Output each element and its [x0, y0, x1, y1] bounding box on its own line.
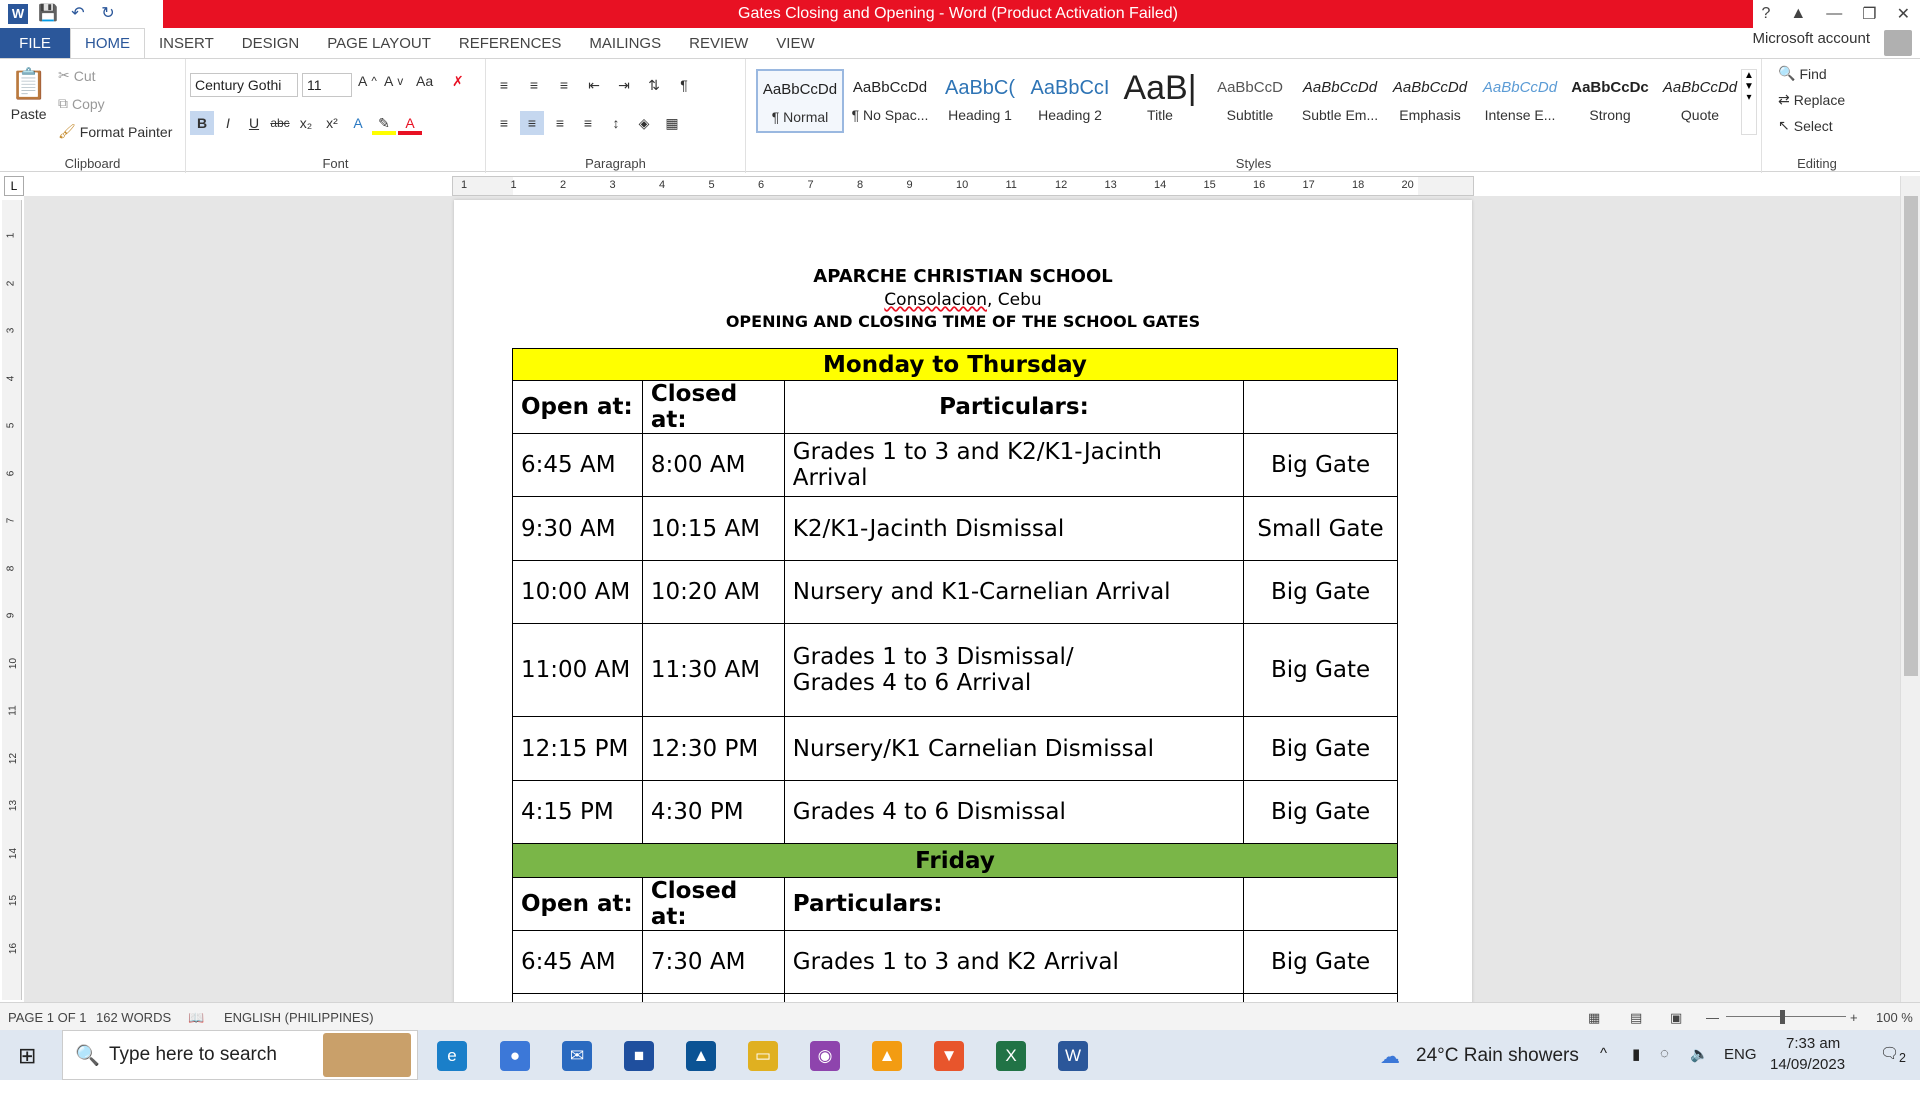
style-preview: AaBbCcD [1206, 69, 1294, 107]
table-row [513, 717, 1398, 781]
school-location [454, 290, 1472, 310]
open-time[interactable]: 6:45 AM [513, 931, 643, 994]
change-case-button[interactable]: Aa [416, 73, 433, 89]
table-row [513, 497, 1398, 561]
print-layout-icon[interactable]: ▤ [1630, 1010, 1642, 1026]
cursor-icon: ↖ [1778, 117, 1790, 134]
particulars-line: Grades 1 to 3 and K2/K1-Jacinth Arrival [793, 439, 1235, 491]
tab-design[interactable]: DESIGN [228, 28, 314, 58]
particulars[interactable] [784, 561, 1243, 624]
style-title[interactable] [1116, 69, 1204, 133]
ruler-number: 2 [560, 179, 566, 191]
vertical-ruler-number: 9 [5, 613, 16, 619]
close-time[interactable]: 8:00 AM [642, 434, 784, 497]
italic-button[interactable]: I [216, 111, 240, 135]
style-intense-e[interactable] [1476, 69, 1564, 133]
vertical-ruler-number: 8 [5, 565, 16, 571]
style-quote[interactable] [1656, 69, 1744, 133]
particulars-line: Grades 1 to 3 and K2 Arrival [793, 949, 1235, 975]
header-gate[interactable] [1244, 878, 1398, 931]
account-menu[interactable]: Microsoft account [1752, 30, 1870, 47]
style-name: Heading 1 [936, 107, 1024, 123]
show-hidden-icons[interactable]: ^ [1600, 1045, 1607, 1095]
paragraph-bottom-row [492, 111, 684, 135]
vertical-ruler-number: 10 [8, 657, 19, 668]
window-title: Gates Closing and Opening - Word (Product Activation Failed) [163, 0, 1753, 28]
taskbar-search[interactable] [62, 1030, 418, 1080]
tab-page-layout[interactable]: PAGE LAYOUT [313, 28, 445, 58]
word-taskbar-icon[interactable]: W [1058, 1041, 1088, 1071]
text-effects-icon[interactable]: A [346, 111, 370, 135]
style-name: ¶ Normal [758, 109, 842, 125]
browser-icon[interactable]: ◉ [810, 1041, 840, 1071]
sort-icon[interactable]: ⇅ [642, 73, 666, 97]
ribbon-tabs [0, 28, 1920, 58]
vertical-ruler-number: 13 [8, 800, 19, 811]
font-size-field[interactable]: 11 [302, 73, 352, 97]
title-bar [0, 0, 1920, 28]
store-icon[interactable]: ■ [624, 1041, 654, 1071]
particulars-line: Grades 1 to 3 Dismissal/ [793, 644, 1235, 670]
ruler-number: 4 [659, 179, 665, 191]
paste-icon: 📋 [10, 67, 47, 102]
undo-icon[interactable]: ↶ [68, 4, 88, 24]
restore-icon[interactable]: ❐ [1862, 4, 1876, 24]
style-preview: AaBbCcDc [1566, 69, 1654, 107]
avatar[interactable] [1884, 30, 1912, 56]
window-controls [1762, 0, 1920, 28]
clipboard-group [0, 59, 186, 173]
style-preview: AaBbCcI [1026, 69, 1114, 107]
brave-icon[interactable]: ▼ [934, 1041, 964, 1071]
style-preview: AaBbCcDd [846, 69, 934, 107]
ruler-number: 13 [1105, 179, 1117, 191]
gate[interactable] [1244, 434, 1398, 497]
horizontal-ruler[interactable] [452, 176, 1474, 196]
style-preview: AaBbCcDd [1386, 69, 1474, 107]
table-row [513, 931, 1398, 994]
ruler-number: 7 [808, 179, 814, 191]
close-time[interactable]: 11:30 AM [642, 624, 784, 717]
close-time[interactable]: 4:30 PM [642, 781, 784, 844]
replace-icon: ⇄ [1778, 91, 1790, 108]
edge-icon[interactable]: e [437, 1041, 467, 1071]
quick-access-toolbar [0, 0, 118, 28]
tab-home[interactable]: HOME [70, 28, 145, 58]
vertical-ruler-number: 7 [5, 518, 16, 524]
editing-group [1762, 59, 1872, 173]
section-row [513, 844, 1398, 878]
style-normal[interactable] [756, 69, 844, 133]
vertical-ruler-number: 3 [5, 328, 16, 334]
gate-line: Big Gate [1252, 949, 1389, 975]
document-area[interactable] [24, 196, 1900, 1002]
taskbar [0, 1030, 1920, 1080]
style-name: Subtle Em... [1296, 107, 1384, 123]
clipboard-label: Clipboard [0, 156, 185, 171]
header-row [513, 878, 1398, 931]
align-left-icon[interactable]: ≡ [492, 111, 516, 135]
notifications-icon[interactable]: $🗨_2$ [1880, 1044, 1906, 1094]
scissors-icon: ✂ [58, 67, 70, 84]
style-preview: AaBbCcDd [1296, 69, 1384, 107]
particulars[interactable] [784, 717, 1243, 781]
gate-line: Big Gate [1252, 799, 1389, 825]
section-title[interactable]: Friday [513, 844, 1398, 878]
copy-button[interactable]: ⧉ Copy [58, 95, 105, 112]
vertical-ruler[interactable] [2, 200, 22, 1000]
ruler-number: 8 [857, 179, 863, 191]
vertical-ruler-number: 6 [5, 470, 16, 476]
underline-button[interactable]: U [242, 111, 266, 135]
gate-line: Big Gate [1252, 657, 1389, 683]
binoculars-icon: 🔍 [1778, 65, 1795, 82]
clock-time[interactable]: 7:33 am [1786, 1035, 1840, 1085]
format-painter-button[interactable]: 🖌 Format Painter [58, 123, 172, 140]
table-row [513, 434, 1398, 497]
school-name: APARCHE CHRISTIAN SCHOOL [454, 266, 1472, 287]
borders-icon[interactable]: ▦ [660, 111, 684, 135]
close-time[interactable]: 7:30 AM [642, 931, 784, 994]
ruler-number: 16 [1253, 179, 1265, 191]
ribbon [0, 58, 1920, 172]
word-logo-icon: W [8, 4, 28, 24]
strikethrough-button[interactable]: abc [268, 111, 292, 135]
open-time[interactable]: 11:00 AM [513, 624, 643, 717]
style-strong[interactable] [1566, 69, 1654, 133]
ruler-number: 17 [1303, 179, 1315, 191]
open-time[interactable]: 9:30 AM [513, 497, 643, 561]
paste-button[interactable]: 📋 Paste [10, 67, 47, 122]
vertical-ruler-number: 2 [5, 280, 16, 286]
select-button[interactable]: ↖ Select [1778, 117, 1833, 134]
cut-button[interactable]: ✂ Cut [58, 67, 96, 84]
style-name: Emphasis [1386, 107, 1474, 123]
search-icon: 🔍 [75, 1043, 100, 1068]
header-open[interactable]: Open at: [513, 878, 643, 931]
particulars[interactable] [784, 434, 1243, 497]
font-color-icon[interactable]: A [398, 111, 422, 135]
ruler-number: 9 [907, 179, 913, 191]
location-rest: , Cebu [987, 290, 1042, 310]
increase-indent-icon[interactable]: ⇥ [612, 73, 636, 97]
style-subtle-em[interactable] [1296, 69, 1384, 133]
header-gate[interactable] [1244, 381, 1398, 434]
style-heading-1[interactable] [936, 69, 1024, 133]
zoom-out-icon[interactable]: — [1706, 1010, 1719, 1025]
help-icon[interactable]: ? [1762, 5, 1771, 23]
file-explorer-icon[interactable]: ▭ [748, 1041, 778, 1071]
search-placeholder: Type here to search [109, 1044, 277, 1066]
style-name: ¶ No Spac... [846, 107, 934, 123]
ruler-number: 20 [1402, 179, 1414, 191]
style-preview: AaBbCcDd [1476, 69, 1564, 107]
ribbon-display-icon[interactable]: ▲ [1790, 5, 1806, 23]
tab-selector[interactable]: L [4, 176, 24, 196]
tab-mailings[interactable]: MAILINGS [575, 28, 675, 58]
paragraph-label: Paragraph [486, 156, 745, 171]
style-name: Title [1116, 107, 1204, 123]
style-name: Heading 2 [1026, 107, 1114, 123]
style-name: Intense E... [1476, 107, 1564, 123]
style-preview: AaBbC( [936, 69, 1024, 107]
style-emphasis[interactable] [1386, 69, 1474, 133]
gate-line: Big Gate [1252, 579, 1389, 605]
vertical-scrollbar[interactable] [1900, 176, 1920, 1002]
subscript-button[interactable]: x₂ [294, 111, 318, 135]
paragraph-group [486, 59, 746, 173]
ruler-number: 3 [610, 179, 616, 191]
document-heading: OPENING AND CLOSING TIME OF THE SCHOOL GATES [454, 312, 1472, 331]
zoom-slider[interactable] [1726, 1016, 1846, 1017]
vertical-ruler-number: 14 [8, 847, 19, 858]
particulars-line: Nursery/K1 Carnelian Dismissal [793, 736, 1235, 762]
font-name-field[interactable]: Century Gothi [190, 73, 298, 97]
vertical-ruler-number: 16 [8, 942, 19, 953]
status-bar [0, 1002, 1920, 1030]
tab-review[interactable]: REVIEW [675, 28, 762, 58]
open-time[interactable]: 10:00 AM [513, 561, 643, 624]
table-row [513, 561, 1398, 624]
schedule-table [512, 348, 1398, 1058]
vertical-ruler-number: 12 [8, 752, 19, 763]
line-spacing-icon[interactable]: ↕ [604, 111, 628, 135]
copy-icon: ⧉ [58, 95, 68, 112]
web-layout-icon[interactable]: ▣ [1670, 1010, 1682, 1026]
style-name: Subtitle [1206, 107, 1294, 123]
particulars-line: Grades 4 to 6 Dismissal [793, 799, 1235, 825]
font-label: Font [186, 156, 485, 171]
page-count[interactable]: PAGE 1 OF 1 [8, 1010, 87, 1025]
section-row [513, 349, 1398, 381]
shading-icon[interactable]: ◈ [632, 111, 656, 135]
header-particulars[interactable]: Particulars: [784, 878, 1243, 931]
close-icon[interactable]: ✕ [1897, 4, 1910, 24]
superscript-button[interactable]: x² [320, 111, 344, 135]
header-open[interactable]: Open at: [513, 381, 643, 434]
vertical-ruler-number: 5 [5, 423, 16, 429]
find-button[interactable]: 🔍 Find [1778, 65, 1827, 82]
minimize-icon[interactable]: — [1826, 5, 1842, 23]
style-no-spac[interactable] [846, 69, 934, 133]
ruler-number: 10 [956, 179, 968, 191]
multilevel-list-icon[interactable]: ≡ [552, 73, 576, 97]
gate[interactable] [1244, 561, 1398, 624]
replace-button[interactable]: ⇄ Replace [1778, 91, 1845, 108]
header-closed[interactable]: Closed at: [642, 878, 784, 931]
weather-icon: ☁ [1380, 1044, 1400, 1069]
document-page[interactable] [454, 200, 1472, 1020]
ruler-number: 5 [709, 179, 715, 191]
scrollbar-thumb[interactable] [1904, 196, 1918, 676]
styles-more-icon[interactable]: ▲ ▼ ▾ [1741, 69, 1757, 135]
styles-group [746, 59, 1762, 173]
gate[interactable] [1244, 781, 1398, 844]
horse-image-icon [323, 1033, 411, 1077]
vertical-ruler-number: 4 [5, 375, 16, 381]
align-center-icon[interactable]: ≡ [520, 111, 544, 135]
style-heading-2[interactable] [1026, 69, 1114, 133]
close-time[interactable]: 10:20 AM [642, 561, 784, 624]
ruler-number: 18 [1352, 179, 1364, 191]
header-row [513, 381, 1398, 434]
windows-start-icon[interactable]: ⊞ [18, 1043, 36, 1069]
paragraph-top-row [492, 73, 696, 97]
open-time[interactable]: 4:15 PM [513, 781, 643, 844]
close-time[interactable]: 12:30 PM [642, 717, 784, 781]
style-preview: AaBbCcDd [1656, 69, 1744, 107]
highlight-icon[interactable]: ✎ [372, 111, 396, 135]
gate[interactable] [1244, 931, 1398, 994]
numbering-icon[interactable]: ≡ [522, 73, 546, 97]
ruler-number: 12 [1055, 179, 1067, 191]
wifi-icon[interactable]: ◌ [1660, 1045, 1669, 1095]
ruler-number: 15 [1204, 179, 1216, 191]
style-preview: AaB| [1116, 69, 1204, 107]
proofing-icon[interactable]: 📖 [188, 1010, 204, 1026]
particulars-line: Nursery and K1-Carnelian Arrival [793, 579, 1235, 605]
language-indicator[interactable]: ENGLISH (PHILIPPINES) [224, 1010, 374, 1025]
show-marks-icon[interactable]: ¶ [672, 73, 696, 97]
ruler-number: 6 [758, 179, 764, 191]
gate-line: Small Gate [1252, 516, 1389, 542]
particulars-line: K2/K1-Jacinth Dismissal [793, 516, 1235, 542]
zoom-level[interactable]: 100 % [1876, 1010, 1913, 1025]
zoom-slider-thumb[interactable] [1780, 1010, 1785, 1024]
tab-view[interactable]: VIEW [762, 28, 828, 58]
particulars-line: Grades 4 to 6 Arrival [793, 670, 1235, 696]
clock-date[interactable]: 14/09/2023 [1770, 1056, 1845, 1106]
vertical-ruler-number: 11 [8, 705, 19, 715]
tab-references[interactable]: REFERENCES [445, 28, 576, 58]
style-preview: AaBbCcDd [758, 71, 842, 109]
image-app-icon[interactable]: ▲ [686, 1041, 716, 1071]
input-language[interactable]: ENG [1724, 1046, 1757, 1096]
tab-insert[interactable]: INSERT [145, 28, 228, 58]
style-name: Strong [1566, 107, 1654, 123]
ruler-number: 14 [1154, 179, 1166, 191]
excel-icon[interactable]: X [996, 1041, 1026, 1071]
justify-icon[interactable]: ≡ [576, 111, 600, 135]
read-mode-icon[interactable]: ▦ [1588, 1010, 1600, 1026]
vertical-ruler-number: 1 [5, 233, 16, 239]
bold-button[interactable]: B [190, 111, 214, 135]
gate[interactable] [1244, 497, 1398, 561]
clear-formatting-icon[interactable]: ✗ [452, 73, 464, 90]
weather-text: 24°C Rain showers [1416, 1045, 1579, 1067]
gate-line: Big Gate [1252, 452, 1389, 478]
close-time[interactable]: 10:15 AM [642, 497, 784, 561]
globe-app-icon[interactable]: ● [500, 1041, 530, 1071]
location-misspelled: Consolacion [884, 290, 987, 310]
section-title[interactable]: Monday to Thursday [513, 349, 1398, 381]
editing-label: Editing [1762, 156, 1872, 171]
grow-font-button[interactable]: A ^ [358, 73, 377, 89]
particulars[interactable] [784, 624, 1243, 717]
save-icon[interactable]: 💾 [38, 4, 58, 24]
word-count[interactable]: 162 WORDS [96, 1010, 171, 1025]
volume-icon[interactable]: 🔈 [1690, 1045, 1709, 1095]
table-row [513, 781, 1398, 844]
gate[interactable] [1244, 717, 1398, 781]
vlc-icon[interactable]: ▲ [872, 1041, 902, 1071]
font-group [186, 59, 486, 173]
font-format-row [190, 111, 422, 135]
redo-icon[interactable]: ↻ [98, 4, 118, 24]
table-row [513, 624, 1398, 717]
particulars[interactable] [784, 497, 1243, 561]
open-time[interactable]: 6:45 AM [513, 434, 643, 497]
gate[interactable] [1244, 624, 1398, 717]
ruler-number: 1 [461, 179, 467, 191]
shrink-font-button[interactable]: A v [384, 73, 403, 89]
open-time[interactable]: 12:15 PM [513, 717, 643, 781]
mail-icon[interactable]: ✉ [562, 1041, 592, 1071]
brush-icon: 🖌 [58, 123, 76, 140]
ruler-number: 1 [511, 179, 517, 191]
gate-line: Big Gate [1252, 736, 1389, 762]
vertical-ruler-number: 15 [8, 895, 19, 906]
particulars[interactable] [784, 931, 1243, 994]
header-closed[interactable]: Closed at: [642, 381, 784, 434]
ruler-number: 11 [1006, 179, 1017, 191]
header-particulars[interactable]: Particulars: [784, 381, 1243, 434]
style-subtitle[interactable] [1206, 69, 1294, 133]
bullets-icon[interactable]: ≡ [492, 73, 516, 97]
particulars[interactable] [784, 781, 1243, 844]
battery-icon[interactable]: ▮ [1632, 1045, 1640, 1095]
zoom-in-icon[interactable]: + [1850, 1010, 1858, 1025]
styles-label: Styles [746, 156, 1761, 171]
tab-file[interactable]: FILE [0, 28, 70, 58]
align-right-icon[interactable]: ≡ [548, 111, 572, 135]
style-name: Quote [1656, 107, 1744, 123]
decrease-indent-icon[interactable]: ⇤ [582, 73, 606, 97]
